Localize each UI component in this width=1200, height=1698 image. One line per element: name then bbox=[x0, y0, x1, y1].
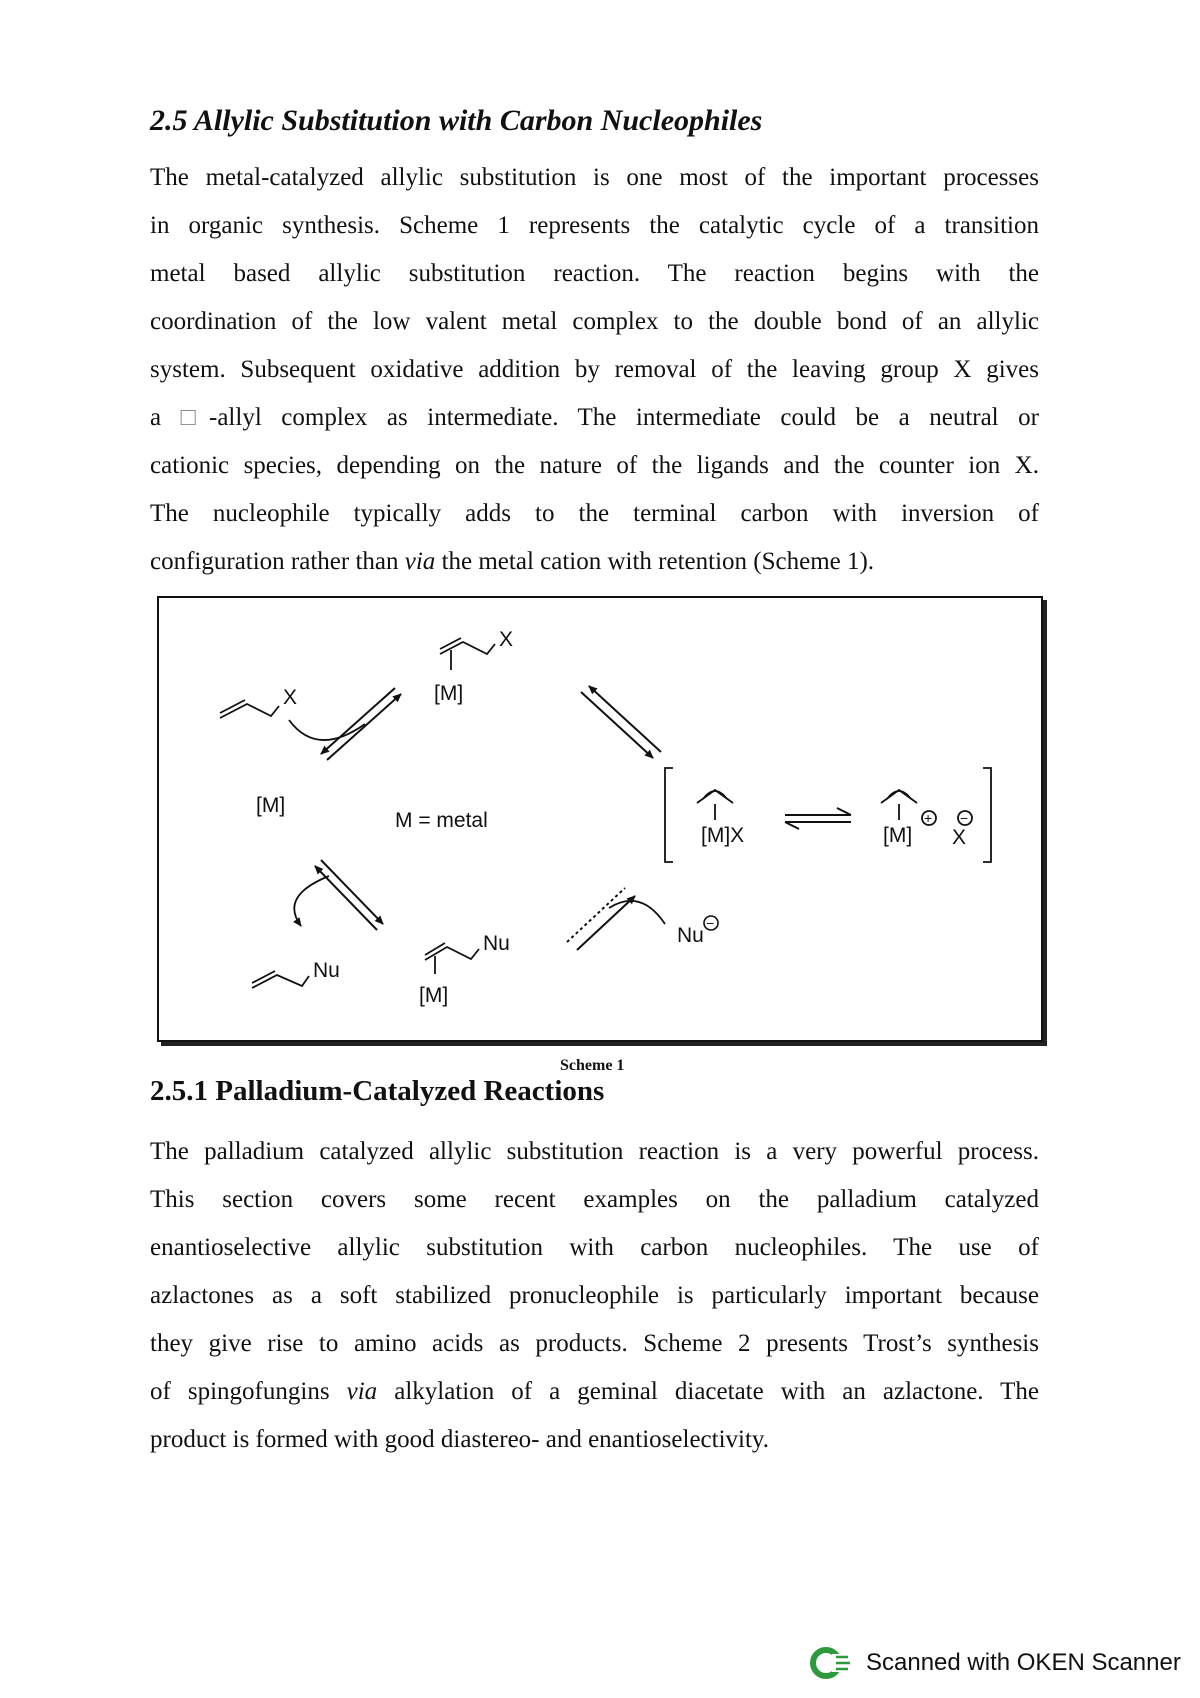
paragraph-line: product is formed with good diastereo- and enantioselectivity. bbox=[150, 1426, 770, 1453]
subsection-title: 2.5.1 Palladium-Catalyzed Reactions bbox=[150, 1075, 605, 1107]
scheme-frame bbox=[158, 597, 1042, 1041]
text-run: the metal cation with retention (Scheme 1). bbox=[435, 548, 875, 575]
text-run: configuration rather than bbox=[150, 548, 405, 575]
mx-label: [M]X bbox=[701, 824, 745, 847]
italic-via: via bbox=[346, 1378, 378, 1405]
paragraph-line: The nucleophile typically adds to the terminal carbon with inversion of bbox=[150, 500, 1039, 527]
paragraph-line: This section covers some recent examples on the palladium catalyzed bbox=[150, 1186, 1039, 1213]
text-run: of spingofungins bbox=[150, 1378, 347, 1405]
paragraph-line: coordination of the low valent metal complex to the double bond of an allylic bbox=[150, 308, 1039, 335]
paragraph-line bbox=[150, 1368, 1039, 1416]
paragraph-line: system. Subsequent oxidative addition by removal of the leaving group X gives bbox=[150, 356, 1039, 383]
paragraph-line: cationic species, depending on the nature of the ligands and the counter ion X. bbox=[150, 452, 1039, 479]
subsection-paragraph bbox=[150, 1128, 1039, 1464]
metal-label: [M] bbox=[434, 682, 464, 705]
x-label: X bbox=[499, 628, 514, 651]
counter-ion-label: X bbox=[952, 826, 967, 849]
paragraph-line: azlactones as a soft stabilized pronucleophile is particularly important because bbox=[150, 1282, 1039, 1309]
paragraph-line: enantioselective allylic substitution with carbon nucleophiles. The use of bbox=[150, 1234, 1039, 1261]
scanner-text: Scanned with OKEN Scanner bbox=[866, 1649, 1181, 1676]
paragraph-line: The metal-catalyzed allylic substitution is one most of the important processes bbox=[150, 164, 1039, 191]
metal-definition: M = metal bbox=[395, 809, 488, 832]
paragraph-line bbox=[150, 394, 1039, 442]
metal-catalyst-label: [M] bbox=[256, 794, 286, 817]
text-run: a bbox=[150, 404, 181, 431]
oken-scanner-logo-icon bbox=[810, 1645, 852, 1681]
paragraph-line bbox=[150, 538, 1039, 586]
text-run: alkylation of a geminal diacetate with an azlactone. The bbox=[377, 1378, 1040, 1405]
italic-via: via bbox=[404, 548, 436, 575]
paragraph-line: they give rise to amino acids as products. Scheme 2 presents Trost’s synthesis bbox=[150, 1330, 1039, 1357]
section-title: 2.5 Allylic Substitution with Carbon Nucleophiles bbox=[150, 104, 763, 137]
paragraph-line: The palladium catalyzed allylic substitution reaction is a very powerful process. bbox=[150, 1138, 1039, 1165]
scheme-drawing bbox=[157, 596, 1049, 1048]
paragraph-line: metal based allylic substitution reaction. The reaction begins with the bbox=[150, 260, 1039, 287]
nu-label: Nu bbox=[313, 959, 340, 982]
scheme-caption: Scheme 1 bbox=[560, 1057, 625, 1074]
minus-sign: − bbox=[706, 915, 715, 931]
section-paragraph bbox=[150, 154, 1039, 586]
x-label: X bbox=[283, 686, 298, 709]
missing-glyph-box: □ bbox=[180, 404, 210, 431]
scheme-figure bbox=[157, 596, 1049, 1048]
text-run: -allyl complex as intermediate. The intermediate could be a neutral or bbox=[209, 404, 1039, 431]
paragraph-line: in organic synthesis. Scheme 1 represents the catalytic cycle of a transition bbox=[150, 212, 1039, 239]
metal-label: [M] bbox=[419, 984, 449, 1007]
metal-cation-label: [M] bbox=[883, 824, 913, 847]
nucleophile-label: Nu bbox=[677, 924, 704, 947]
minus-sign: − bbox=[960, 810, 969, 826]
plus-sign: + bbox=[924, 810, 933, 826]
scanner-watermark bbox=[810, 1643, 1190, 1685]
nu-label: Nu bbox=[483, 932, 510, 955]
